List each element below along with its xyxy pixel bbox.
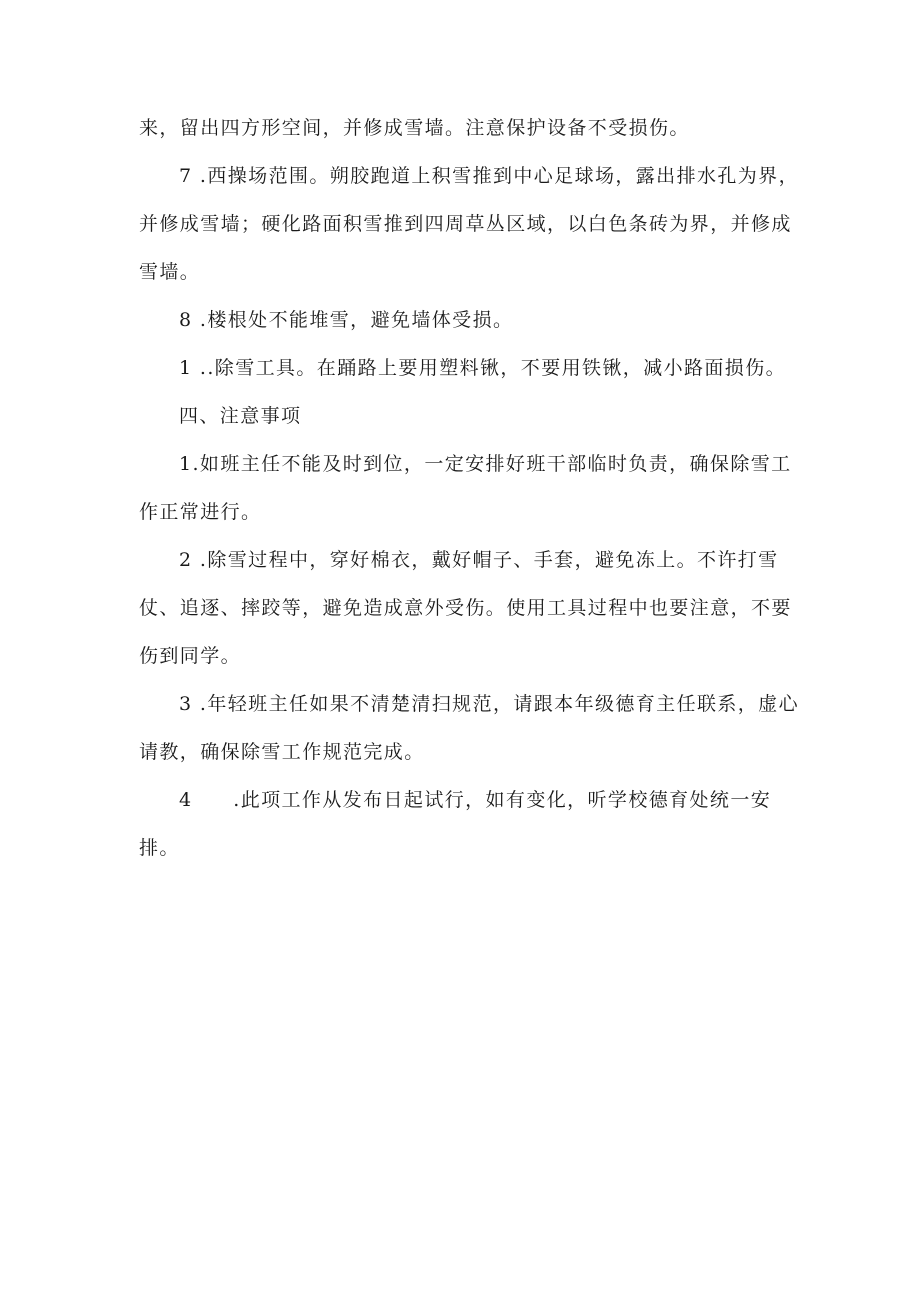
paragraph-continuation: 来，留出四方形空间，并修成雪墙。注意保护设备不受损伤。	[139, 117, 690, 139]
paragraph-item-7: 7 .西操场范围。朔胶跑道上积雪推到中心足球场，露出排水孔为界，并修成雪墙；硬化路面积雪推到四周草丛区域，以白色条砖为界，并修成雪墙。	[139, 165, 799, 283]
notes-item-4: 4 .此项工作从发布日起试行，如有变化，听学校德育处统一安排。	[139, 789, 772, 859]
document-body	[139, 104, 799, 872]
section-heading-notes: 四、注意事项	[179, 405, 302, 427]
notes-item-1: 1.如班主任不能及时到位，一定安排好班干部临时负责，确保除雪工作正常进行。	[139, 453, 792, 523]
paragraph-item-tools: 1 ..除雪工具。在踊路上要用塑料锹，不要用铁锹，减小路面损伤。	[179, 357, 787, 379]
notes-item-3: 3 .年轻班主任如果不清楚清扫规范，请跟本年级德育主任联系，虚心请教，确保除雪工作规范完成。	[139, 693, 799, 763]
paragraph-item-8: 8 .楼根处不能堆雪，避免墙体受损。	[179, 309, 514, 331]
notes-item-2: 2 .除雪过程中，穿好棉衣，戴好帽子、手套，避免冻上。不许打雪仗、追逐、摔跤等，避免造成意外受伤。使用工具过程中也要注意，不要伤到同学。	[139, 549, 792, 667]
